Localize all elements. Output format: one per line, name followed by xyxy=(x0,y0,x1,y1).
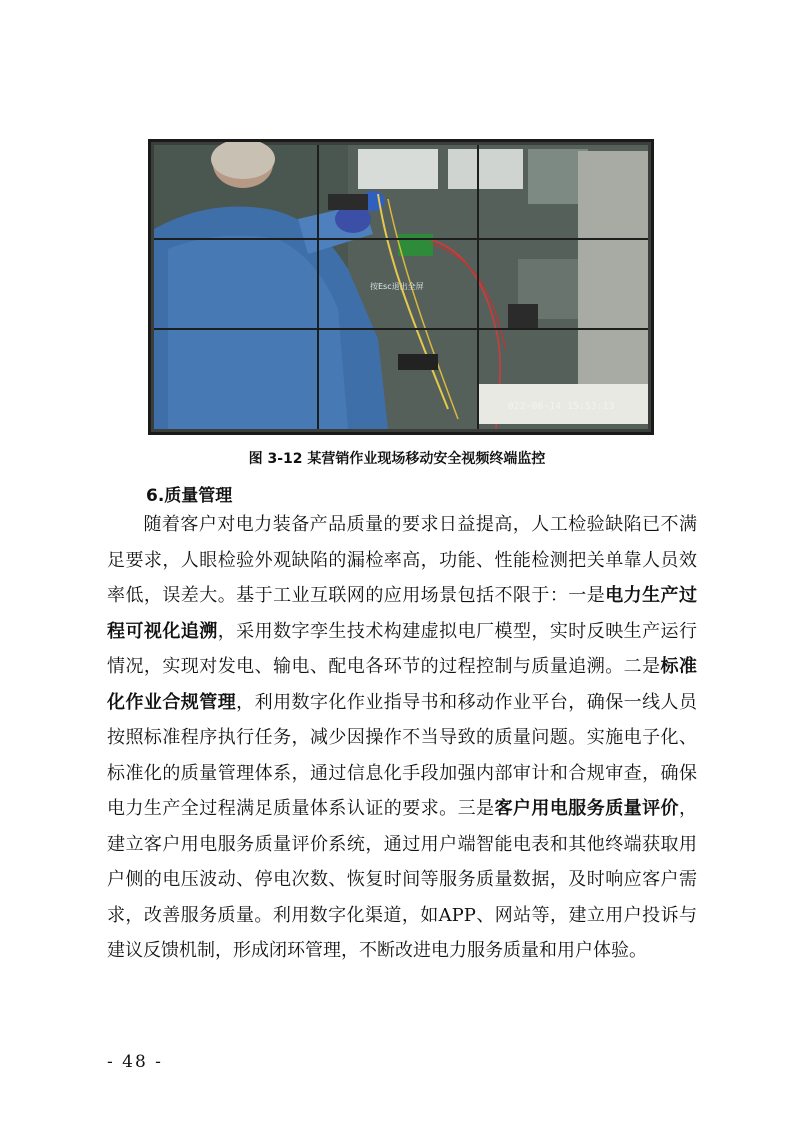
video-timestamp: 022-06-14 15:53:13 xyxy=(508,401,615,412)
bold-term: 标准化作业合规管理 xyxy=(107,656,697,713)
text-run: 随着客户对电力装备产品质量的要求日益提高，人工检验缺陷已不满足要求，人眼检验外观缺陷的漏检率高，功能、性能检测把关单靠人员效率低，误差大。基于工业互联网的应用场景包括不限于：一是 xyxy=(107,514,697,606)
section-heading: 6.质量管理 xyxy=(146,486,233,506)
text-run: ，利用数字化作业指导书和移动作业平台，确保一线人员按照标准程序执行任务，减少因操作不当导致的质量问题。实施电子化、标准化的质量管理体系，通过信息化手段加强内部审计和合规审查，确保电力生产全过程满足质量体系认证的要求。三是 xyxy=(107,691,698,819)
bold-term: 客户用电服务质量评价 xyxy=(494,798,679,819)
body-paragraph xyxy=(107,507,697,969)
text-run: ，采用数字孪生技术构建虚拟电厂模型，实时反映生产运行情况，实现对发电、输电、配电各环节的过程控制与质量追溯。二是 xyxy=(107,620,698,677)
text-run: ，建立客户用电服务质量评价系统，通过用户端智能电表和其他终端获取用户侧的电压波动、停电次数、恢复时间等服务质量数据，及时响应客户需求，改善服务质量。利用数字化渠道，如APP、网站等，建立用户投诉与建议反馈机制，形成闭环管理，不断改进电力服务质量和用户体验。 xyxy=(107,798,697,961)
figure-caption: 图 3-12 某营销作业现场移动安全视频终端监控 xyxy=(248,451,546,467)
monitoring-video-photo xyxy=(148,139,654,435)
esc-exit-hint: 按Esc退出全屏 xyxy=(370,282,424,291)
bold-term: 电力生产过程可视化追溯 xyxy=(107,585,698,642)
page-number: - 48 - xyxy=(107,1052,163,1072)
